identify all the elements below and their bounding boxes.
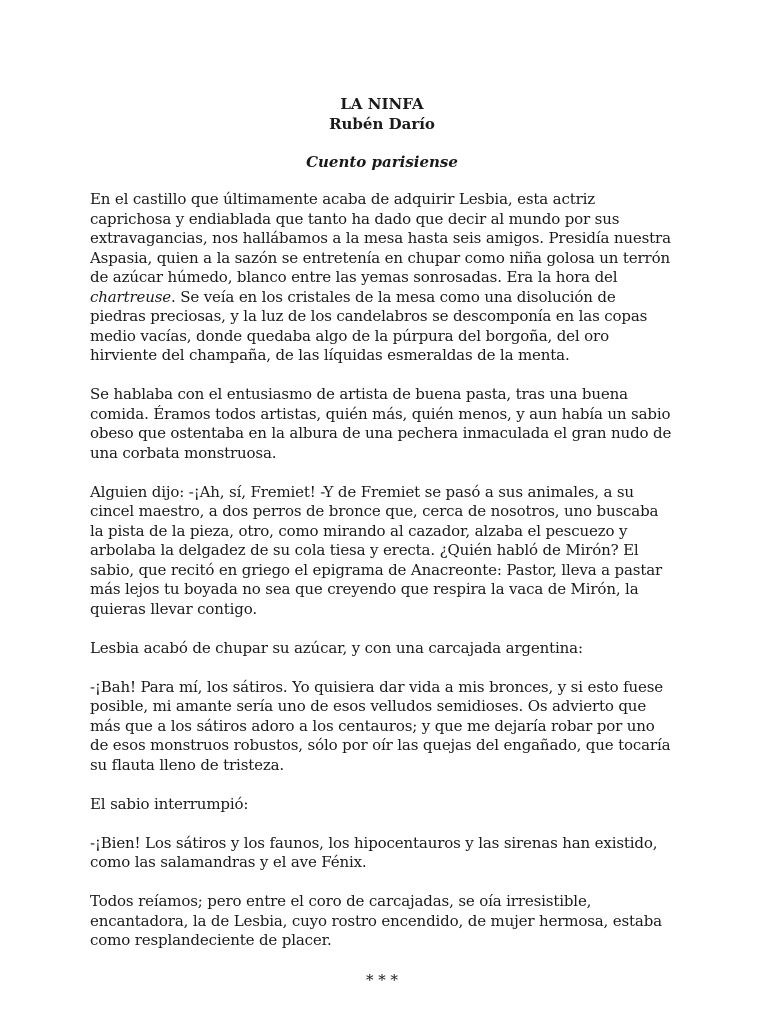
paragraph [90,190,674,366]
paragraph: Alguien dijo: -¡Ah, sí, Fremiet! -Y de Fremiet se pasó a sus animales, a su cincel maestro, a dos perros de bronce que, cerca de nosotros, uno buscaba la pista de la pieza, otro, como mirando al cazador, alzaba el pescuezo y arbolaba la delgadez de su cola tiesa y erecta. ¿Quién habló de Mirón? El sabio, que recitó en griego el epigrama de Anacreonte: Pastor, lleva a pastar más lejos tu boyada no sea que creyendo que respira la vaca de Mirón, la quieras llevar contigo. [90,482,663,618]
section-separator: * * * [365,971,399,989]
paragraph: -¡Bien! Los sátiros y los faunos, los hipocentauros y las sirenas han existido, como las salamandras y el ave Fénix. [90,833,658,871]
title-block [90,94,674,134]
document-title: LA NINFA [340,95,424,113]
paragraph: Todos reíamos; pero entre el coro de carcajadas, se oía irresistible, encantadora, la de Lesbia, cuyo rostro encendido, de mujer hermosa, estaba como resplandeciente de placer. [90,892,662,949]
document-page [90,94,674,990]
document-author: Rubén Darío [329,115,435,133]
paragraph: -¡Bah! Para mí, los sátiros. Yo quisiera dar vida a mis bronces, y si esto fuese posible, mi amante sería uno de esos velludos semidioses. Os advierto que más que a los sátiros adoro a los centauros; y que me dejaría robar por uno de esos monstruos robustos, sólo por oír las quejas del engañado, que tocaría su flauta lleno de tristeza. [90,677,671,774]
paragraph: Lesbia acabó de chupar su azúcar, y con una carcajada argentina: [90,638,583,657]
document-subtitle: Cuento parisiense [306,153,458,171]
paragraph: Se hablaba con el entusiasmo de artista de buena pasta, tras una buena comida. Éramos todos artistas, quién más, quién menos, y aun había un sabio obeso que ostentaba en la albura de una pechera inmaculada el gran nudo de una corbata monstruosa. [90,385,672,462]
paragraph-text: . Se veía en los cristales de la mesa como una disolución de piedras preciosas, y la luz de los candelabros se descomponía en las copas medio vacías, donde quedaba algo de la púrpura del borgoña, del oro hirviente del champaña, de las líquidas esmeraldas de la menta. [90,287,648,364]
paragraph: El sabio interrumpió: [90,794,249,813]
paragraph-text: En el castillo que últimamente acaba de adquirir Lesbia, esta actriz caprichosa y endiablada que tanto ha dado que decir al mundo por sus extravagancias, nos hallábamos a la mesa hasta seis amigos. Presidía nuestra Aspasia, quien a la sazón se entretenía en chupar como niña golosa un terrón de azúcar húmedo, blanco entre las yemas sonrosadas. Era la hora del [90,190,671,286]
emphasized-word: chartreuse [90,287,171,306]
story-body [90,190,674,990]
